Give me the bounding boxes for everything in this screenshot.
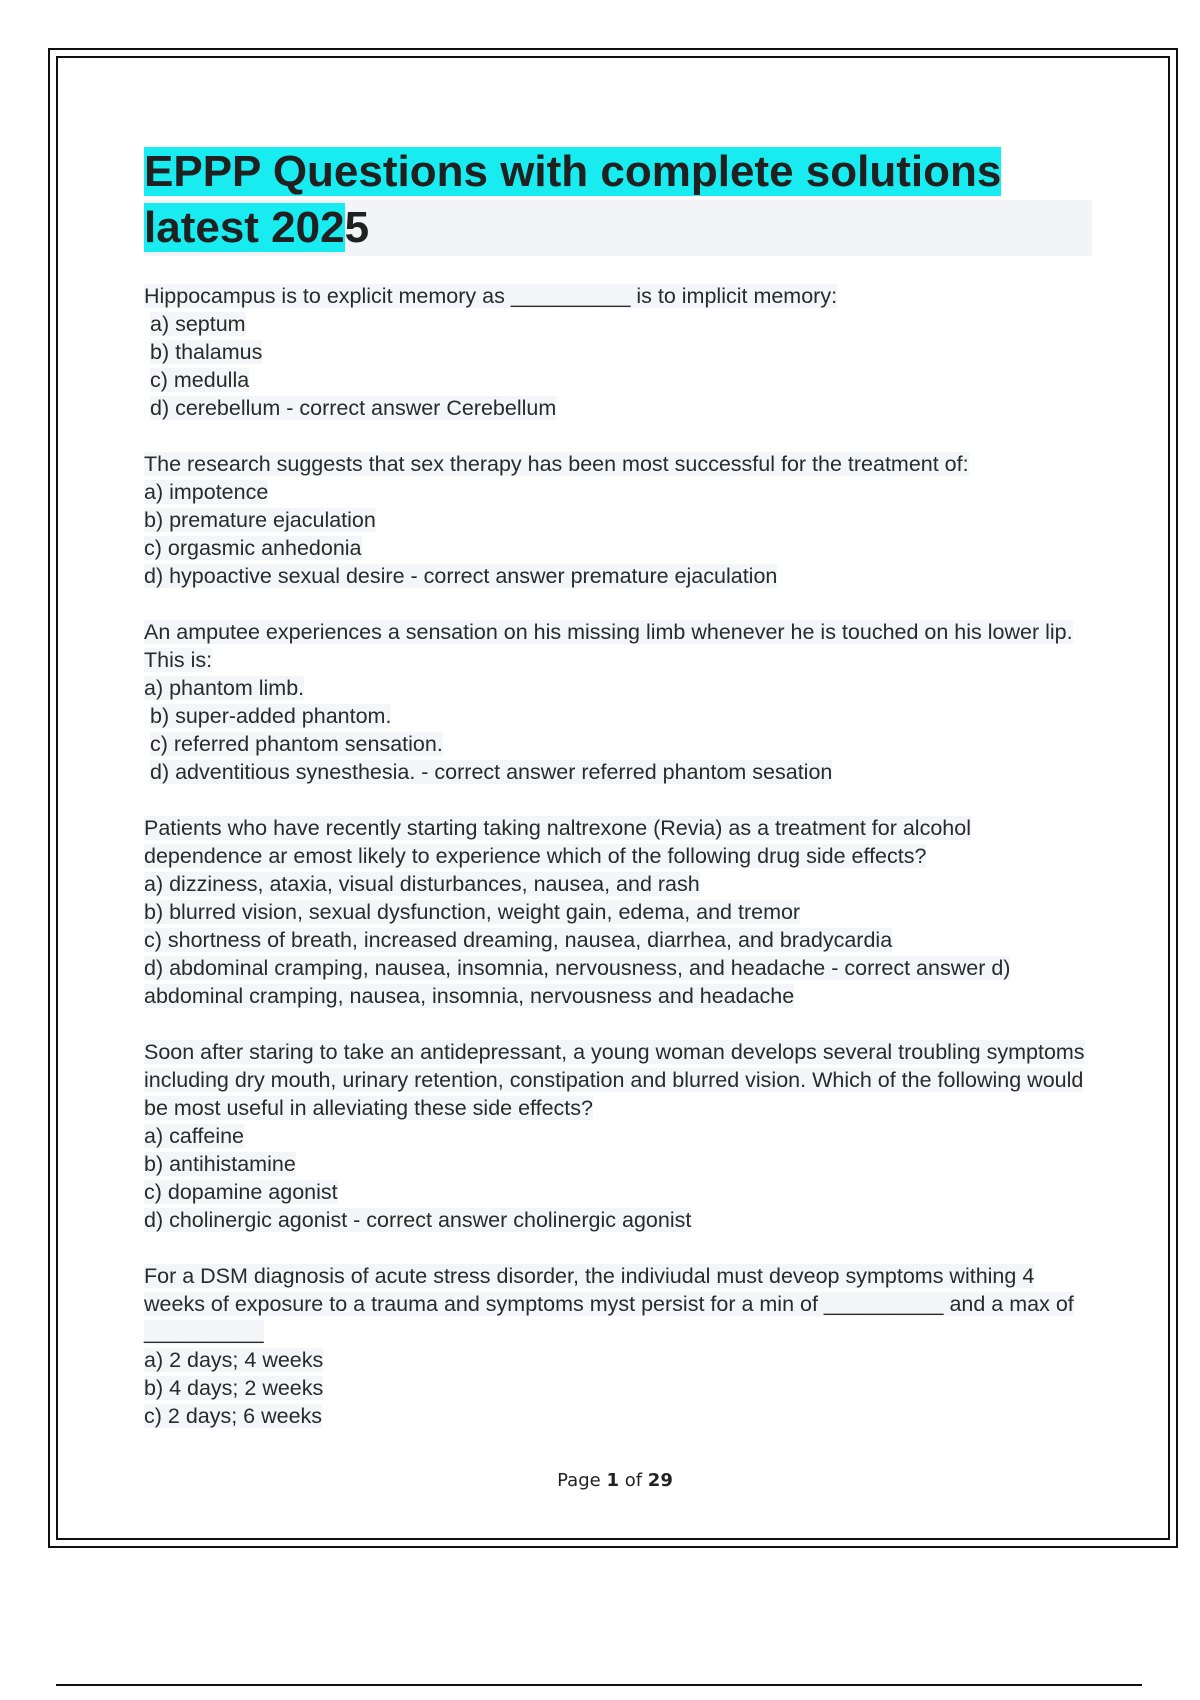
question-option: c) medulla	[150, 368, 250, 392]
question-1	[144, 282, 1092, 422]
question-option: a) caffeine	[144, 1124, 245, 1148]
question-stem: For a DSM diagnosis of acute stress disorder, the indiviudal must deveop symptoms withing 4 weeks of exposure to a trauma and symptoms myst persist for a min of __________ and a max of __________	[144, 1264, 1074, 1344]
question-option: a) phantom limb.	[144, 676, 305, 700]
question-option: b) antihistamine	[144, 1152, 296, 1176]
question-stem: An amputee experiences a sensation on his missing limb whenever he is touched on his lower lip. This is:	[144, 620, 1073, 672]
page-total: 29	[647, 1470, 673, 1491]
question-stem: Soon after staring to take an antidepressant, a young woman develops several troubling symptoms including dry mouth, urinary retention, constipation and blurred vision. Which of the following would be most useful in alleviating these side effects?	[144, 1040, 1085, 1120]
next-page-top-border	[56, 1684, 1142, 1686]
question-option: b) thalamus	[150, 340, 263, 364]
question-3	[144, 618, 1092, 786]
question-option: a) septum	[150, 312, 246, 336]
question-2	[144, 450, 1092, 590]
question-option-answer: d) cerebellum - correct answer Cerebellum	[150, 396, 557, 420]
question-4	[144, 814, 1092, 1010]
question-option-answer: d) hypoactive sexual desire - correct answer premature ejaculation	[144, 564, 778, 588]
question-option: c) referred phantom sensation.	[150, 732, 443, 756]
question-stem: Patients who have recently starting taking naltrexone (Revia) as a treatment for alcohol dependence ar emost likely to experience which of the following drug side effects?	[144, 816, 971, 868]
document-body	[144, 144, 1092, 1458]
page-number: Page 1 of 29	[557, 1470, 673, 1491]
question-option: c) shortness of breath, increased dreaming, nausea, diarrhea, and bradycardia	[144, 928, 893, 952]
question-stem: Hippocampus is to explicit memory as __________ is to implicit memory:	[144, 284, 838, 308]
question-option: a) 2 days; 4 weeks	[144, 1348, 324, 1372]
question-option: a) dizziness, ataxia, visual disturbances, nausea, and rash	[144, 872, 700, 896]
question-option-answer: d) abdominal cramping, nausea, insomnia, nervousness, and headache - correct answer d) abdominal cramping, nausea, insomnia, nervousness and headache	[144, 956, 1011, 1008]
question-option: c) orgasmic anhedonia	[144, 536, 362, 560]
document-title	[144, 144, 1092, 256]
question-option: b) blurred vision, sexual dysfunction, weight gain, edema, and tremor	[144, 900, 801, 924]
title-line-2-rest: 5	[344, 203, 370, 252]
question-option-answer: d) adventitious synesthesia. - correct answer referred phantom sesation	[150, 760, 833, 784]
question-option-answer: d) cholinergic agonist - correct answer cholinergic agonist	[144, 1208, 692, 1232]
question-option: c) 2 days; 6 weeks	[144, 1404, 323, 1428]
question-6	[144, 1262, 1092, 1430]
page-current: 1	[606, 1470, 619, 1491]
question-option: b) premature ejaculation	[144, 508, 376, 532]
question-5	[144, 1038, 1092, 1234]
question-option: a) impotence	[144, 480, 269, 504]
question-option: c) dopamine agonist	[144, 1180, 338, 1204]
title-line-2-highlighted: latest 202	[144, 203, 345, 252]
question-option: b) super-added phantom.	[150, 704, 392, 728]
question-option: b) 4 days; 2 weeks	[144, 1376, 324, 1400]
title-line-1: EPPP Questions with complete solutions	[144, 147, 1002, 196]
question-stem: The research suggests that sex therapy has been most successful for the treatment of:	[144, 452, 969, 476]
